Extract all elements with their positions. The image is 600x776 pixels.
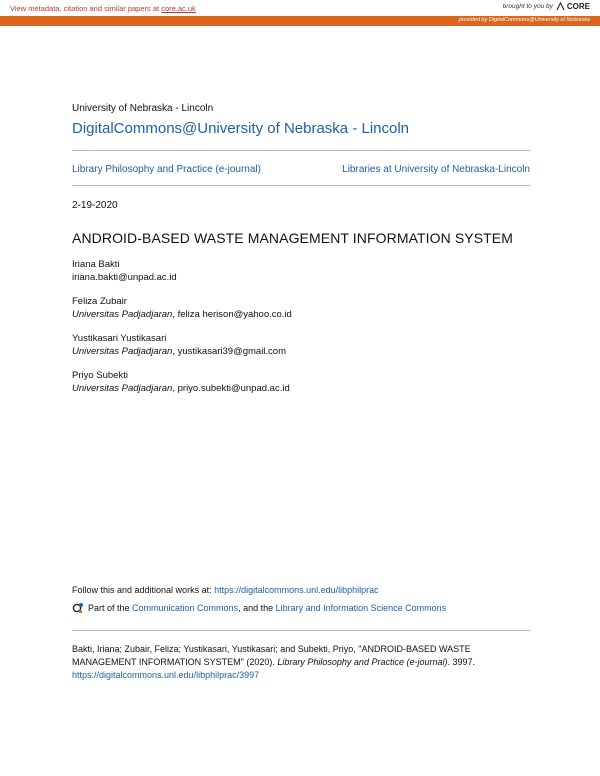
author-email[interactable]: priyo.subekti@unpad.ac.id	[177, 383, 290, 394]
citation-text: Bakti, Iriana; Zubair, Feliza; Yustikasari, Yustikasari; and Subekti, Priyo, "ANDROID-BASED WASTE MANAGEMENT INFORMATION SYSTEM" (2020).	[72, 644, 471, 667]
author-block: Priyo Subekti Universitas Padjadjaran, priyo.subekti@unpad.ac.id	[72, 370, 290, 394]
core-metadata-note	[10, 4, 196, 13]
author-affiliation: Universitas Padjadjaran	[72, 346, 173, 357]
libraries-link[interactable]: Libraries at University of Nebraska-Lincoln	[342, 164, 530, 175]
author-affiliation: Universitas Padjadjaran	[72, 383, 173, 394]
author-name: Iriana Bakti	[72, 259, 120, 270]
author-block: Yustikasari Yustikasari Universitas Padjadjaran, yustikasari39@gmail.com	[72, 333, 286, 357]
follow-link[interactable]: https://digitalcommons.unl.edu/libphilprac	[214, 585, 379, 595]
author-name: Yustikasari Yustikasari	[72, 333, 167, 344]
brought-by-text: brought to you by	[502, 3, 553, 10]
publication-date: 2-19-2020	[72, 200, 118, 211]
repository-link[interactable]: DigitalCommons@University of Nebraska - Lincoln	[72, 120, 410, 137]
citation-journal: Library Philosophy and Practice (e-journal)	[277, 657, 448, 667]
part-of-text: Part of the	[88, 603, 133, 613]
citation-number: . 3997.	[447, 657, 476, 667]
communication-commons-link[interactable]: Communication Commons	[132, 603, 239, 613]
author-name: Priyo Subekti	[72, 370, 128, 381]
author-email[interactable]: yustikasari39@gmail.com	[177, 346, 286, 357]
author-name: Feliza Zubair	[72, 296, 127, 307]
divider-top	[72, 150, 530, 151]
journal-link[interactable]: Library Philosophy and Practice (e-journal)	[72, 164, 261, 175]
author-block	[72, 258, 177, 284]
provided-by-band	[0, 16, 600, 26]
lis-commons-link[interactable]: Library and Information Science Commons	[275, 603, 447, 613]
core-metadata-text: View metadata, citation and similar papers at	[10, 4, 162, 13]
core-top-bar	[0, 0, 600, 16]
provided-by-text: provided by DigitalCommons@University of Nebraska	[458, 17, 590, 23]
paper-title: ANDROID-BASED WASTE MANAGEMENT INFORMATION SYSTEM	[72, 230, 514, 246]
author-email[interactable]: feliza herison@yahoo.co.id	[177, 309, 292, 320]
author-block: Feliza Zubair Universitas Padjadjaran, feliza herison@yahoo.co.id	[72, 296, 292, 320]
and-text: , and the	[238, 603, 276, 613]
author-email[interactable]: iriana.bakti@unpad.ac.id	[72, 272, 177, 283]
core-link[interactable]: core.ac.uk	[161, 4, 196, 13]
institution-name: University of Nebraska - Lincoln	[72, 103, 214, 114]
core-logo-icon	[556, 2, 565, 11]
part-of-line	[72, 602, 446, 614]
core-brought-by	[503, 2, 590, 11]
author-affiliation: Universitas Padjadjaran	[72, 309, 173, 320]
citation-url[interactable]: https://digitalcommons.unl.edu/libphilprac/3997	[72, 670, 260, 680]
follow-line	[72, 585, 379, 595]
divider-bottom	[72, 630, 530, 631]
core-logo[interactable]	[556, 2, 590, 11]
citation	[72, 643, 532, 682]
core-label: CORE	[566, 2, 590, 11]
divider-links	[72, 185, 530, 186]
follow-text: Follow this and additional works at:	[72, 585, 215, 595]
network-icon	[72, 602, 84, 614]
